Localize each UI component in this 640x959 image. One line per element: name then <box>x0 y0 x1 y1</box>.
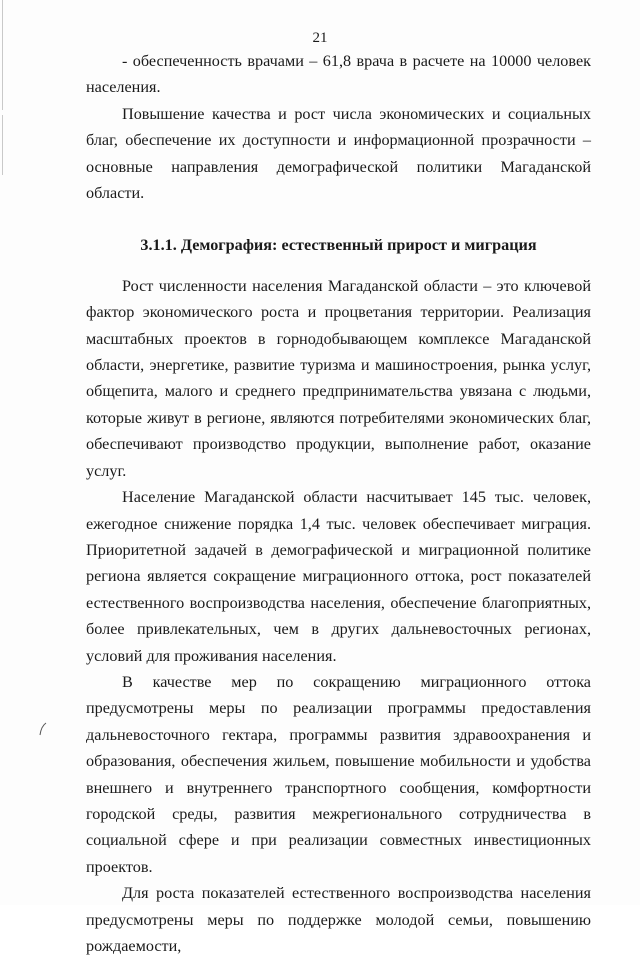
paragraph-population-growth: Рост численности населения Магаданской области – это ключевой фактор экономического роста и процветания территории. Реализация масштабных проектов в горнодобывающем комплексе Магаданской области, энергетике, развитие туризма и машиностроения, рынка услуг, общепита, малого и среднего предпринимательства увязана с людьми, которые живут в регионе, являются потребителями экономических благ, обеспечивают производство продукции, выполнение работ, оказание услуг. <box>86 276 591 480</box>
paragraph-migration-measures: В качестве мер по сокращению миграционного оттока предусмотрены меры по реализации программы предоставления дальневосточного гектара, программы развития здравоохранения и образования, обеспечения жильем, повышение мобильности и удобства внешнего и внутреннего транспортного сообщения, комфортности городской среды, развития межрегионального сотрудничества в социальной сфере и при реализации совместных инвестиционных проектов. <box>86 672 591 876</box>
scan-edge-mark <box>2 115 3 175</box>
pen-stroke-mark <box>38 722 48 736</box>
list-item-doctors: - обеспеченность врачами – 61,8 врача в расчете на 10000 человек населения. <box>86 52 591 97</box>
page-number: 21 <box>312 30 328 46</box>
scan-edge-mark <box>2 0 3 110</box>
document-body <box>86 48 591 959</box>
paragraph-policy-directions: Повышение качества и рост числа экономических и социальных благ, обеспечение их доступности и информационной прозрачности – основные направления демографической политики Магаданской области. <box>86 104 591 203</box>
paragraph-population-size: Население Магаданской области насчитывает 145 тыс. человек, ежегодное снижение порядка 1,4 тыс. человек обеспечивает миграция. Приоритетной задачей в демографической и миграционной политике региона является сокращение миграционного оттока, рост показателей естественного воспроизводства населения, обеспечение благоприятных, более привлекательных, чем в других дальневосточных регионах, условий для проживания населения. <box>86 488 591 665</box>
section-heading: 3.1.1. Демография: естественный прирост и миграция <box>140 236 537 255</box>
paragraph-natural-reproduction: Для роста показателей естественного воспроизводства населения предусмотрены меры по поддержке молодой семьи, повышению рождаемости, <box>86 884 591 955</box>
